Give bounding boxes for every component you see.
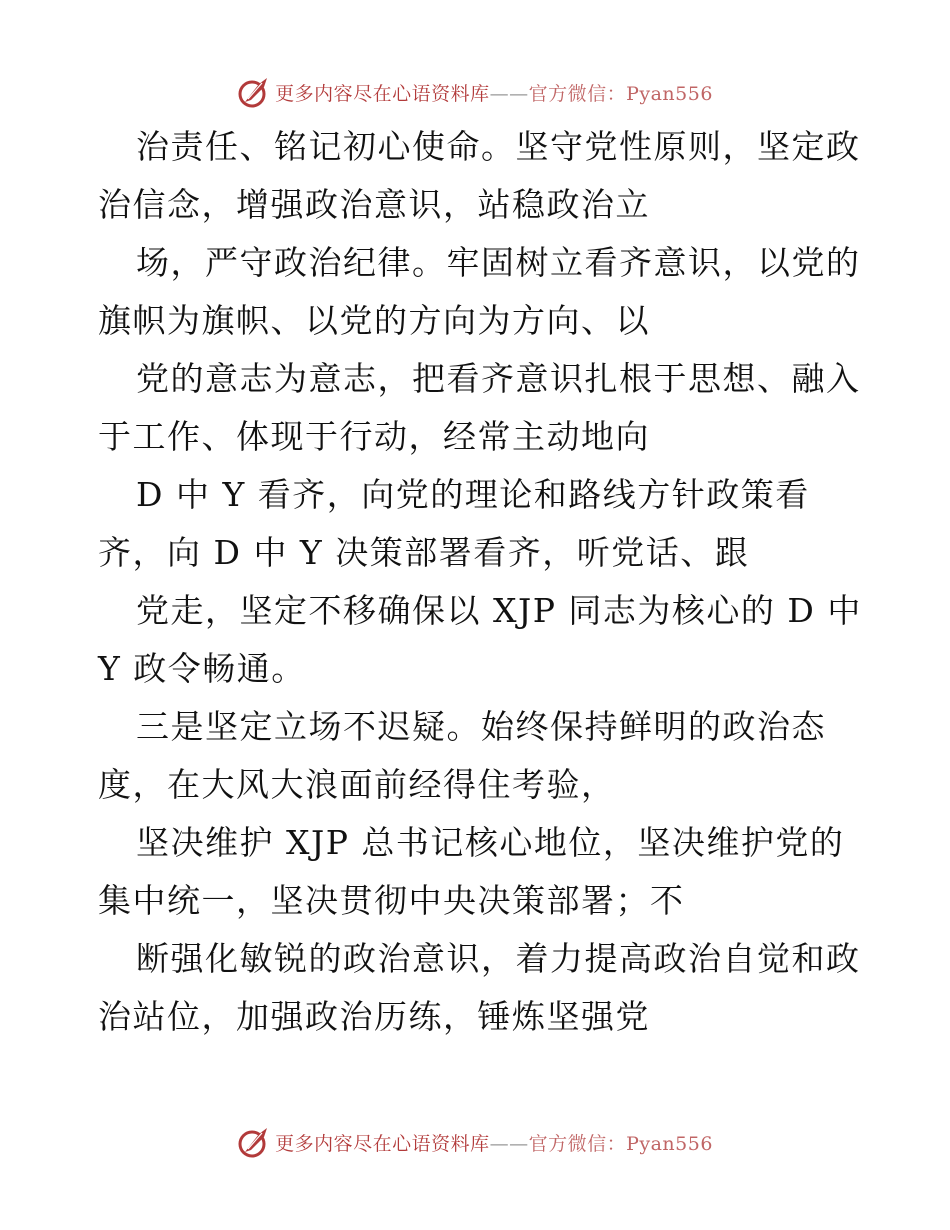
banner-wechat: 官方微信：Pyan556 [528,1132,713,1155]
feather-pen-logo-icon [237,75,271,109]
header-banner [0,72,950,112]
paragraph: 党的意志为意志，把看齐意识扎根于思想、融入 于工作、体现于行动，经常主动地向 [98,359,861,456]
banner-separator: —— [489,82,529,105]
banner-separator: —— [489,1132,529,1155]
paragraph: 坚决维护 XJP 总书记核心地位，坚决维护党的 集中统一，坚决贯彻中央决策部署；不 [98,823,845,920]
paragraph: 断强化敏锐的政治意识，着力提高政治自觉和政 治站位，加强政治历练，锤炼坚强党 [98,939,861,1036]
banner-text [275,79,713,106]
banner-slogan: 更多内容尽在心语资料库 [275,1132,490,1155]
paragraph: 党走，坚定不移确保以 XJP 同志为核心的 D 中 Y 政令畅通。 [98,591,862,688]
feather-pen-logo-icon [237,1125,271,1159]
document-body [98,118,878,1046]
paragraph: 治责任、铭记初心使命。坚守党性原则，坚定政 治信念，增强政治意识，站稳政治立 [98,127,861,224]
banner-wechat: 官方微信：Pyan556 [528,82,713,105]
paragraph: 三是坚定立场不迟疑。始终保持鲜明的政治态 度，在大风大浪面前经得住考验， [98,707,826,804]
banner-slogan: 更多内容尽在心语资料库 [275,82,490,105]
paragraph: D 中 Y 看齐，向党的理论和路线方针政策看 齐，向 D 中 Y 决策部署看齐，听党话、跟 [98,475,810,572]
paragraph: 场，严守政治纪律。牢固树立看齐意识，以党的 旗帜为旗帜、以党的方向为方向、以 [98,243,861,340]
footer-banner [0,1122,950,1162]
banner-text [275,1129,713,1156]
